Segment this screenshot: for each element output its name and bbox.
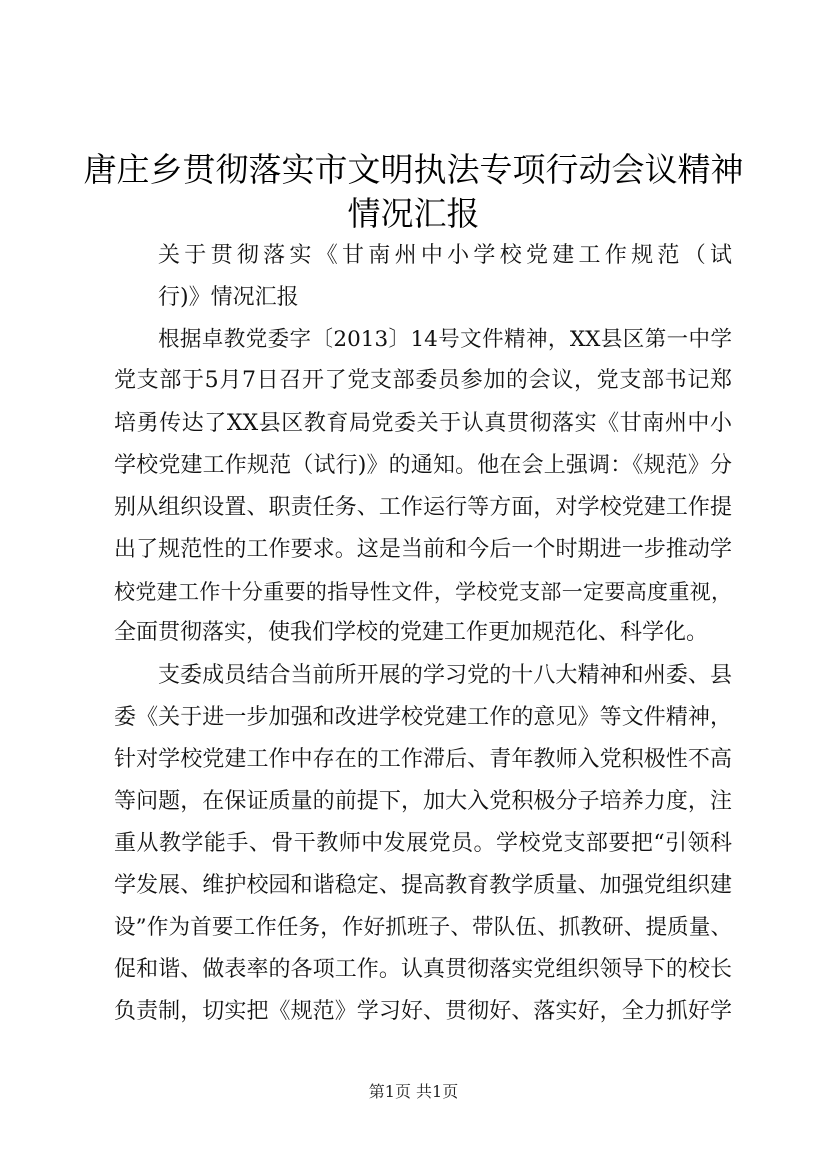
document-title-line-1: 唐庄乡贯彻落实市文明执法专项行动会议精神 xyxy=(83,150,744,189)
body-line: 针对学校党建工作中存在的工作滞后、青年教师入党积极性不高 xyxy=(114,747,732,772)
body-line: 设”作为首要工作任务，作好抓班子、带队伍、抓教研、提质量、 xyxy=(114,915,732,940)
body-line: 别从组织设置、职责任务、工作运行等方面，对学校党建工作提 xyxy=(114,495,732,520)
body-line: 出了规范性的工作要求。这是当前和今后一个时期进一步推动学 xyxy=(114,537,732,562)
body-line: 关于贯彻落实《甘南州中小学校党建工作规范（试 xyxy=(158,243,732,268)
body-line: 重从教学能手、骨干教师中发展党员。学校党支部要把“引领科 xyxy=(114,831,732,856)
body-line: 学校党建工作规范（试行)》的通知。他在会上强调：《规范》分 xyxy=(114,453,732,478)
body-line: 促和谐、做表率的各项工作。认真贯彻落实党组织领导下的校长 xyxy=(114,957,732,982)
body-line: 学发展、维护校园和谐稳定、提高教育教学质量、加强党组织建 xyxy=(114,873,732,898)
body-line: 行)》情况汇报 xyxy=(158,285,299,310)
document-title-line-2: 情况汇报 xyxy=(347,194,480,233)
body-line: 等问题，在保证质量的前提下，加大入党积极分子培养力度，注 xyxy=(114,789,732,814)
body-line: 支委成员结合当前所开展的学习党的十八大精神和州委、县 xyxy=(158,663,732,688)
body-line: 培勇传达了XX县区教育局党委关于认真贯彻落实《甘南州中小 xyxy=(114,411,732,436)
body-line: 全面贯彻落实，使我们学校的党建工作更加规范化、科学化。 xyxy=(114,620,709,645)
page-footer: 第1页 共1页 xyxy=(368,1082,459,1101)
body-line: 根据卓教党委字〔2013〕14号文件精神，XX县区第一中学 xyxy=(158,327,732,352)
body-line: 校党建工作十分重要的指导性文件，学校党支部一定要高度重视， xyxy=(114,580,732,604)
body-line: 委《关于进一步加强和改进学校党建工作的意见》等文件精神， xyxy=(114,705,732,730)
body-line: 负责制，切实把《规范》学习好、贯彻好、落实好，全力抓好学 xyxy=(114,999,732,1024)
body-line: 党支部于5月7日召开了党支部委员参加的会议，党支部书记郑 xyxy=(114,368,732,393)
